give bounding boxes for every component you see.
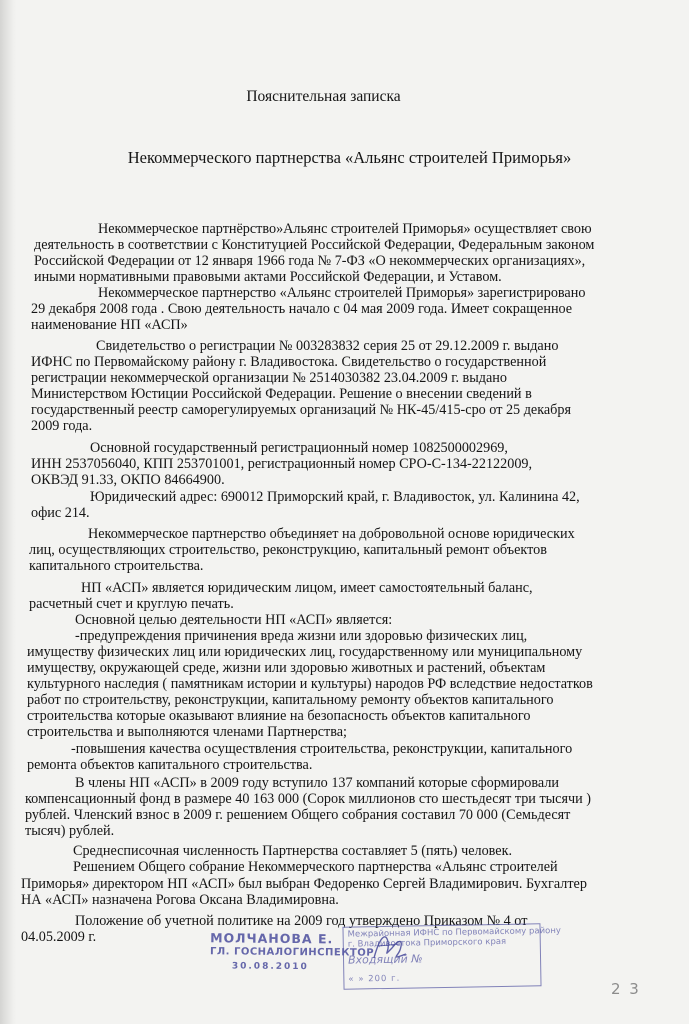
text-line: Решением Общего собрание Некоммерческого партнерства «Альянс строителей: [73, 859, 558, 875]
text-line: тысяч) рублей.: [25, 823, 115, 839]
text-line: 04.05.2009 г.: [21, 929, 97, 945]
inspector-name: МОЛЧАНОВА Е.: [210, 930, 334, 947]
text-line: -повышения качества осуществления строительства, реконструкции, капитального: [71, 741, 573, 757]
text-line: имуществу, окружающей среде, жизни или здоровью животных и растений, объектам: [27, 660, 546, 676]
text-line: строительства и выполняются членами Партнерства;: [27, 724, 347, 740]
text-line: расчетный счет и круглую печать.: [29, 596, 234, 612]
text-line: НП «АСП» является юридическим лицом, имеет самостоятельный баланс,: [81, 580, 533, 596]
inspector-date: 30.08.2010: [231, 961, 309, 973]
text-line: ремонта объектов капитального строительства.: [27, 757, 313, 773]
stamp-header: Межрайонная ИФНС по Первомайскому району: [347, 925, 561, 940]
text-line: рублей. Членский взнос в 2009 г. решением Общего собрания составил 70 000 (Семьдесят: [25, 807, 571, 823]
text-line: Свидетельство о регистрации № 003283832 серия 25 от 29.12.2009 г. выдано: [96, 338, 559, 354]
text-line: государственный реестр саморегулируемых организаций № НК-45/415-сро от 25 декабря: [31, 402, 572, 418]
text-line: ИФНС по Первомайскому району г. Владивостока. Свидетельство о государственной: [31, 354, 547, 370]
text-line: Российской Федерации от 12 января 1966 года № 7-ФЗ «О некоммерческих организациях»,: [34, 253, 586, 269]
document-subtitle: Некоммерческого партнерства «Альянс строителей Приморья»: [127, 148, 572, 167]
text-line: ОКВЭД 91.33, ОКПО 84664900.: [31, 472, 225, 488]
stamp-date-line: « » 200 г.: [348, 973, 401, 985]
page-number: 2 3: [611, 980, 641, 998]
text-line: работ по строительству, реконструкции, капитальному ремонту объектов капитального: [27, 692, 554, 708]
text-line: культурного наследия ( памятникам истории и культуры) народов РФ вследствие недостатков: [27, 676, 593, 692]
inspector-title: ГЛ. ГОСНАЛОГИНСПЕКТОР: [209, 946, 375, 959]
stamp-incoming-number: Входящий №: [347, 952, 423, 967]
text-line: В члены НП «АСП» в 2009 году вступило 137 компаний которые сформировали: [75, 775, 559, 791]
text-line: ИНН 2537056040, КПП 253701001, регистрационный номер СРО-С-134-22122009,: [31, 456, 533, 472]
text-line: 2009 года.: [31, 418, 93, 434]
signature: [370, 928, 410, 964]
text-line: деятельность в соответствии с Конституцией Российской Федерации, Федеральным законом: [34, 237, 595, 253]
text-line: Юридический адрес: 690012 Приморский край, г. Владивосток, ул. Калинина 42,: [90, 489, 580, 505]
text-line: Положение об учетной политике на 2009 год утверждено Приказом № 4 от: [75, 913, 528, 929]
text-line: Приморья» директором НП «АСП» был выбран Федоренко Сергей Владимирович. Бухгалтер: [21, 876, 587, 892]
text-line: Министерством Юстиции Российской Федерации. Решение о внесении сведений в: [31, 386, 532, 402]
text-line: Основной целью деятельности НП «АСП» является:: [75, 612, 393, 628]
stamp-org: г. Владивостока Приморского края: [347, 936, 507, 950]
text-line: строительства которые оказывают влияние на безопасность объектов капитального: [27, 708, 531, 724]
text-line: компенсационный фонд в размере 40 163 000 (Сорок миллионов сто шестьдесят три тысячи ): [25, 791, 591, 807]
text-line: -предупреждения причинения вреда жизни или здоровью физических лиц,: [75, 628, 528, 644]
text-line: лиц, осуществляющих строительство, реконструкцию, капитальный ремонт объектов: [29, 542, 547, 558]
text-line: Некоммерческое партнёрство»Альянс строителей Приморья» осуществляет свою: [98, 221, 592, 237]
text-line: Основной государственный регистрационный номер 1082500002969,: [90, 440, 508, 456]
text-line: Некоммерческое партнерство объединяет на добровольной основе юридических: [88, 526, 575, 542]
text-line: Среднесписочная численность Партнерства составляет 5 (пять) человек.: [73, 843, 513, 859]
text-line: иными нормативными правовыми актами Российской Федерации, и Уставом.: [34, 269, 502, 285]
text-line: имуществу физических лиц или юридических лиц, государственному или муниципальному: [27, 644, 583, 660]
text-line: капитального строительства.: [29, 558, 204, 574]
text-line: наименование НП «АСП»: [31, 317, 188, 333]
text-line: Некоммерческое партнерство «Альянс строителей Приморья» зарегистрировано: [98, 285, 586, 301]
text-line: регистрации некоммерческой организации № 2514030382 23.04.2009 г. выдано: [31, 370, 507, 386]
text-line: офис 214.: [31, 505, 90, 521]
text-line: НА «АСП» назначена Рогова Оксана Владимировна.: [21, 892, 339, 908]
text-line: 29 декабря 2008 года . Свою деятельность начало с 04 мая 2009 года. Имеет сокращенное: [31, 301, 573, 317]
document-title: Пояснительная записка: [246, 88, 401, 105]
